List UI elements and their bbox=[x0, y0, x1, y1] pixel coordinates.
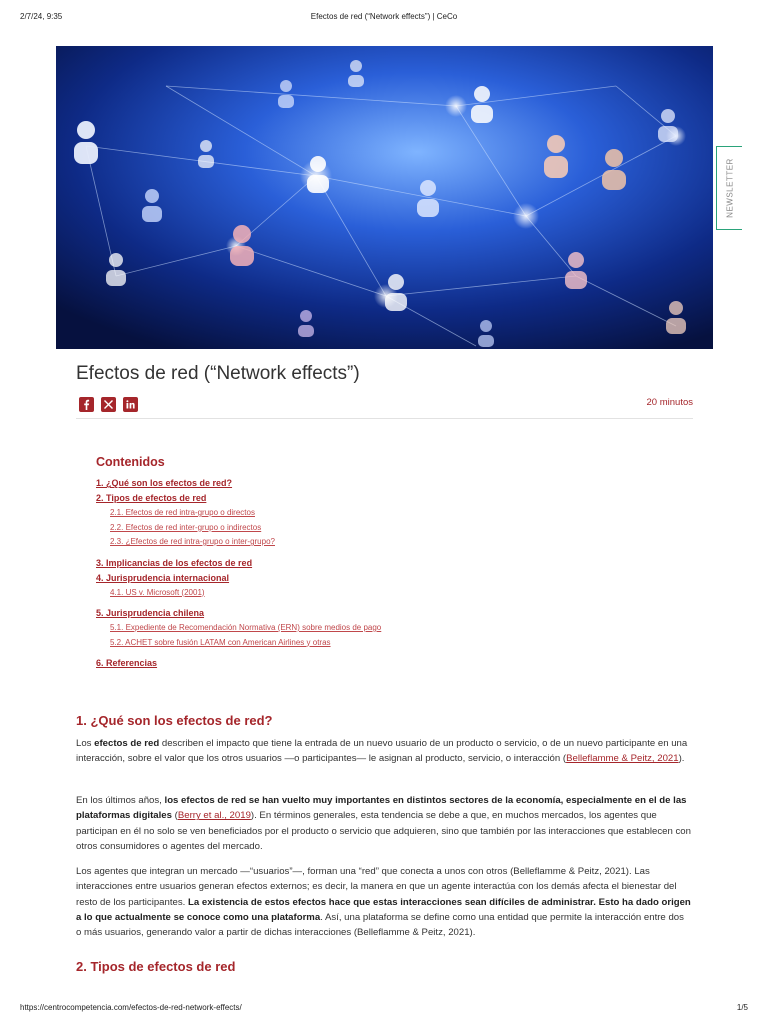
toc-list bbox=[96, 476, 656, 671]
paragraph: Los agentes que integran un mercado —“usuarios”—, forman una “red” que conecta a unos con otros (Belleflamme & Peitz, 2021). Las interacciones entre usuarios generan efectos externos; es decir, la manera en que un agente interactúa con los demás afecta el bienestar del resto de los participantes. La existencia de estos efectos hace que estas interacciones sean difíciles de administrar. Esto ha dado origen a lo que actualmente se conoce como una plataforma. Así, una plataforma se define como una entidad que permite la interacción entre dos o más usuarios, generando valor a partir de dichas interacciones (Belleflamme & Peitz, 2021). bbox=[76, 866, 691, 939]
toc-link[interactable]: 2. Tipos de efectos de red bbox=[96, 493, 207, 503]
article-title: Efectos de red (“Network effects”) bbox=[76, 363, 360, 384]
reading-time: 20 minutos bbox=[646, 397, 693, 408]
toc-link[interactable]: 1. ¿Qué son los efectos de red? bbox=[96, 478, 233, 488]
print-page-number: 1/5 bbox=[736, 1003, 748, 1012]
x-icon[interactable] bbox=[101, 397, 116, 412]
print-url: https://centrocompetencia.com/efectos-de-red-network-effects/ bbox=[20, 1003, 242, 1012]
newsletter-label: NEWSLETTER bbox=[725, 158, 734, 218]
toc-sublink[interactable]: 2.2. Efectos de red inter-grupo o indirectos bbox=[110, 522, 262, 532]
toc-link[interactable]: 6. Referencias bbox=[96, 658, 158, 668]
linkedin-icon[interactable] bbox=[123, 397, 138, 412]
section-heading: 1. ¿Qué son los efectos de red? bbox=[76, 713, 273, 728]
print-date: 2/7/24, 9:35 bbox=[20, 12, 63, 21]
toc-link[interactable]: 4. Jurisprudencia internacional bbox=[96, 572, 230, 583]
print-page-title: Efectos de red (“Network effects”) | CeCo bbox=[310, 12, 458, 21]
toc-sublink[interactable]: 4.1. US v. Microsoft (2001) bbox=[110, 587, 205, 597]
toc-sublink[interactable]: 2.1. Efectos de red intra-grupo o directos bbox=[110, 508, 255, 517]
toc-sublink[interactable]: 2.3. ¿Efectos de red intra-grupo o inter-grupo? bbox=[110, 537, 275, 546]
section-heading: 2. Tipos de efectos de red bbox=[76, 959, 236, 974]
newsletter-tab[interactable] bbox=[716, 146, 742, 230]
toc-link[interactable]: 3. Implicancias de los efectos de red bbox=[96, 557, 253, 568]
title-divider bbox=[76, 418, 693, 419]
toc-title: Contenidos bbox=[96, 455, 165, 469]
facebook-icon[interactable] bbox=[79, 397, 94, 412]
paragraph: Los efectos de red describen el impacto que tiene la entrada de un nuevo usuario de un producto o servicio, o de un nuevo participante en una interacción, sobre el valor que los otros usuarios —o participantes— le asignan al producto, servicio, o interacción (Belleflamme & Peitz, 2021). bbox=[76, 738, 688, 765]
toc-sublink[interactable]: 5.1. Expediente de Recomendación Normativa (ERN) sobre medios de pago bbox=[110, 623, 382, 632]
citation-link[interactable]: Belleflamme & Peitz, 2021 bbox=[566, 753, 679, 765]
table-of-contents bbox=[96, 455, 656, 671]
social-share-bar bbox=[79, 397, 138, 412]
citation-link[interactable]: Berry et al., 2019 bbox=[177, 810, 251, 822]
paragraph: En los últimos años, los efectos de red se han vuelto muy importantes en distintos sectores de la economía, especialmente en el de las plataformas digitales (Berry et al., 2019). En términos generales, esta tendencia se debe a que, en muchos mercados, los agentes que participan en él no solo se ven beneficiados por el producto o servicio que adquieren, sino que también por las interacciones que establecen con otros consumidores o agentes del mercado. bbox=[76, 795, 691, 852]
network-illustration bbox=[56, 46, 713, 349]
toc-link[interactable]: 5. Jurisprudencia chilena bbox=[96, 608, 205, 618]
toc-sublink[interactable]: 5.2. ACHET sobre fusión LATAM con American Airlines y otras bbox=[110, 637, 331, 647]
hero-image bbox=[56, 46, 713, 349]
